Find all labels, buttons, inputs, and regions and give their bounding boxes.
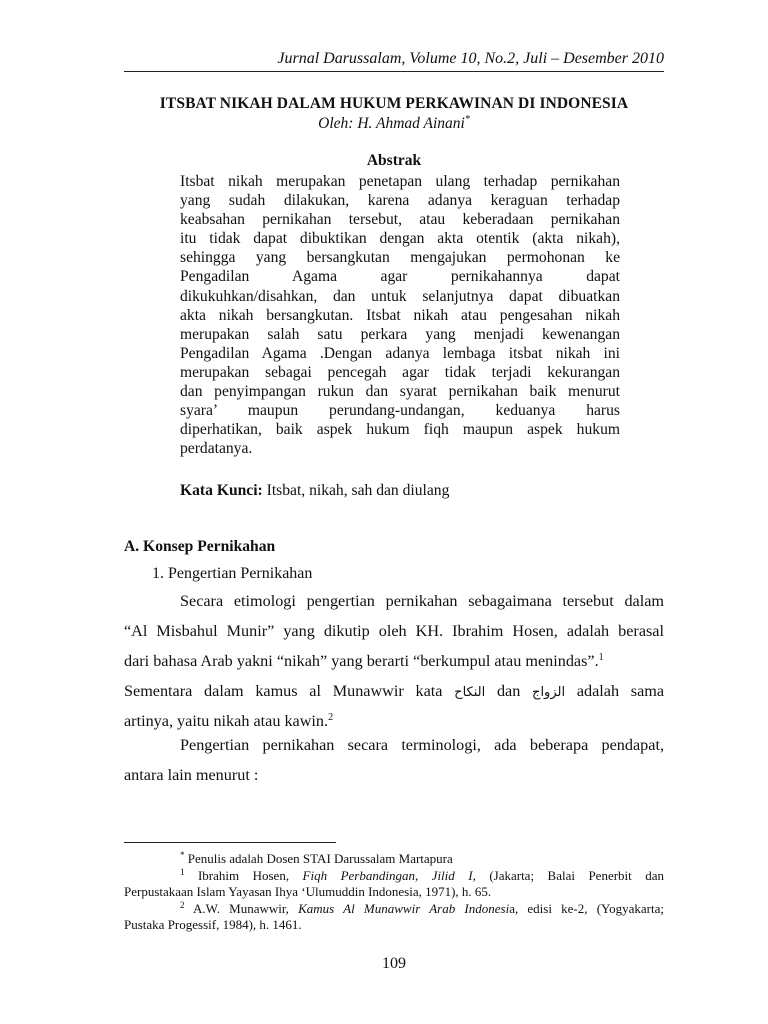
abstract-line: Pengadilan Agama agar pernikahannya dapat [180,268,620,286]
footnote-book-title: Fiqh Perbandingan, Jilid I, [302,867,476,883]
footnote-text: Ibrahim Hosen, [184,867,303,883]
footnote-star: * [180,850,185,860]
footnote-ref-1: 1 [598,652,604,663]
keywords [180,482,449,500]
abstract-line: merupakan sebagai pencegah agar tidak terjadi kekurangan [180,363,620,381]
footnote-text: a, edisi ke-2, (Yogyakarta; [509,900,664,916]
author-line [124,115,664,133]
body-line [124,646,664,676]
section-heading: A. Konsep Pernikahan [124,538,276,555]
body-line: “Al Misbahul Munir” yang dikutip oleh KH. Ibrahim Hosen, adalah berasal [124,622,664,640]
page-number: 109 [382,955,406,972]
body-line [124,676,664,706]
arabic-word-zawaj: الزواج [532,685,566,700]
author-name: Oleh: H. Ahmad Ainani [318,115,465,132]
body-line: antara lain menurut : [124,766,259,784]
footnote-number: 1 [180,866,185,877]
footnote-ref-2: 2 [328,712,334,723]
author-footnote-mark: * [464,114,470,125]
abstract-line: dan penyimpangan rukun dan syarat pernikahan baik menurut [180,383,620,401]
abstract-line: keabsahan pernikahan tersebut, atau keberadaan pernikahan [180,211,620,229]
footnote-text: A.W. Munawwir, [184,900,299,916]
subsection-heading: 1. Pengertian Pernikahan [152,565,313,582]
body-line-text: dan [496,682,521,700]
header-rule [124,71,664,72]
footnote-2-cont: Pustaka Progessif, 1984), h. 1461. [124,917,302,932]
body-paragraph-1 [124,586,664,736]
abstract-line: diperhatikan, baik aspek hukum fiqh maupun aspek hukum [180,421,620,439]
article-title: ITSBAT NIKAH DALAM HUKUM PERKAWINAN DI INDONESIA [159,95,629,112]
arabic-word-nikah: النكاح [454,685,486,700]
abstract-line: merupakan salah satu perkara yang menjadi kewenangan [180,325,620,343]
abstract-line: sehingga yang bersangkutan mengajukan permohonan ke [180,249,620,267]
body-line: Pengertian pernikahan secara terminologi, ada beberapa pendapat, [180,736,664,754]
abstract-line: syara’ maupun perundang-undangan, keduanya harus [180,402,620,420]
abstract-line: dikukuhkan/disahkan, dan untuk selanjutnya dapat dibuatkan [180,287,620,305]
footnote-rule [124,842,336,843]
footnotes [124,851,664,934]
body-line-text: dari bahasa Arab yakni “nikah” yang berarti “berkumpul atau menindas”. [124,652,599,670]
abstract-line: Pengadilan Agama .Dengan adanya lembaga itsbat nikah ini [180,344,620,362]
footnote-1 [124,868,664,885]
footnote-number: 2 [180,899,185,910]
abstract-heading: Abstrak [366,152,422,169]
footnote-author [124,851,664,868]
keywords-value: Itsbat, nikah, sah dan diulang [262,482,450,499]
body-line-text: artinya, yaitu nikah atau kawin. [124,712,329,730]
body-line: Secara etimologi pengertian pernikahan sebagaimana tersebut dalam [180,592,664,610]
abstract-line: akta nikah bersangkutan. Itsbat nikah atau pengesahan nikah [180,306,620,324]
abstract-line: perdatanya. [180,440,253,458]
abstract-line: yang sudah dilakukan, karena adanya keraguan terhadap [180,192,620,210]
footnote-text: Penulis adalah Dosen STAI Darussalam Martapura [184,851,453,866]
footnote-2 [124,901,664,918]
abstract-body [180,172,620,458]
body-paragraph-2 [124,730,664,790]
keywords-label: Kata Kunci: [180,482,263,499]
body-line-text: adalah sama [576,682,665,700]
journal-header: Jurnal Darussalam, Volume 10, No.2, Juli – Desember 2010 [277,50,664,67]
footnote-text: (Jakarta; Balai Penerbit dan [475,867,665,883]
abstract-line: itu tidak dapat dibuktikan dengan akta otentik (akta nikah), [180,230,620,248]
body-line-text: Sementara dalam kamus al Munawwir kata [124,682,443,700]
footnote-book-title: Kamus Al Munawwir Arab Indonesi [298,900,510,916]
footnote-1-cont: Perpustakaan Islam Yayasan Ihya ‘Ulumuddin Indonesia, 1971), h. 65. [124,884,492,899]
abstract-line: Itsbat nikah merupakan penetapan ulang terhadap pernikahan [180,173,620,190]
